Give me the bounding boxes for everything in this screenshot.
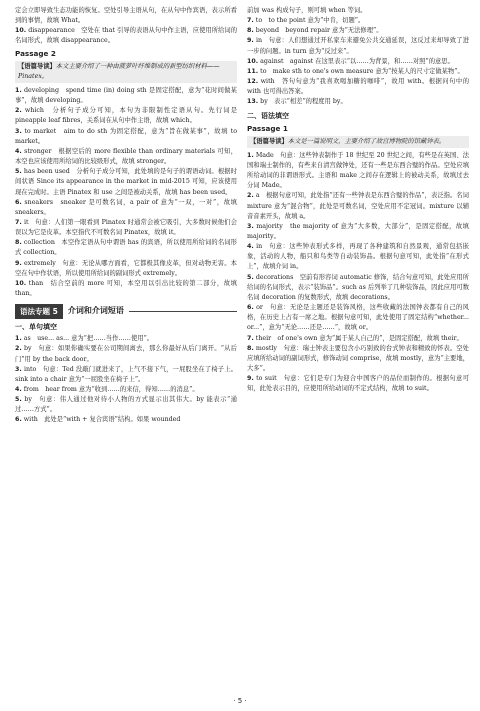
answer-item <box>247 97 469 107</box>
item-text: into 句意：Ted 没敲门就进来了，上气不接下气，一屁股坐在了椅子上。sink into a chair 意为“一屁股坐在椅子上”。 <box>15 365 237 383</box>
item-text: by 句意：伟人通过他对待小人物的方式显示出其伟大。by 能表示“通过……方式”。 <box>15 396 237 414</box>
item-number: 2. <box>247 192 254 200</box>
answer-list <box>15 334 237 425</box>
item-text: to market aim to do sth 为固定搭配，意为“旨在做某事”，故填 to market。 <box>15 127 237 145</box>
answer-item <box>247 374 469 394</box>
item-number: 10. <box>15 279 27 287</box>
answer-item <box>15 344 237 364</box>
item-text: majority the majority of 意为“大多数，大部分”，是固定搭配，故填 majority。 <box>247 222 469 240</box>
answer-item <box>247 26 469 36</box>
answer-item <box>15 218 237 238</box>
answer-item <box>15 167 237 197</box>
item-text: developing spend time (in) doing sth 是固定搭配，意为“花时间做某事”，故填 developing。 <box>15 86 237 105</box>
item-number: 3. <box>15 127 22 135</box>
item-number: 7. <box>247 17 254 25</box>
guide-text: 本文主要介绍了一种由菠萝叶纤维制成的新型纺织材料——Pinatex。 <box>18 62 220 80</box>
passage-title: Passage 2 <box>15 48 56 58</box>
page-number: · 5 · <box>233 697 247 705</box>
item-number: 5. <box>247 273 254 281</box>
item-number: 2. <box>15 345 22 353</box>
answer-item <box>247 16 469 26</box>
item-number: 4. <box>15 147 22 155</box>
answer-item <box>247 191 469 221</box>
item-number: 5. <box>15 168 22 176</box>
passage-title: Passage 1 <box>247 123 288 133</box>
item-text: collection 本空作定语从句中谓语 has 的宾语，所以使用所给词的名词形式 collection。 <box>15 239 237 257</box>
item-text: to to the point 意为“中肯，切题”。 <box>255 17 365 25</box>
item-number: 13. <box>247 98 259 106</box>
item-text: in 句意：人们想通过开私家车来避免公共交通延误，这反过来却导致了进一步的问题。in turn 意为“反过来”。 <box>247 37 469 55</box>
answer-item <box>15 238 237 258</box>
answer-item <box>15 259 237 279</box>
answer-item <box>15 365 237 385</box>
item-text: or 句意：无论是主题还是装饰风格，这些收藏的法国钟表都有自己的风格，在历史上占有一席之地。根据句意可知，此处使用了固定结构“whether... or...”，意为“无论……还是……”，故填 or。 <box>247 304 469 332</box>
item-number: 6. <box>247 304 254 312</box>
item-text: against against 在这里表示“以……为背景，和……对照”的意思。 <box>260 57 454 65</box>
item-number: 7. <box>247 334 254 342</box>
paragraph: 前加 was 构成句子，则可填 when 等词。 <box>247 7 367 14</box>
answer-item <box>247 57 469 67</box>
answer-item <box>247 67 469 77</box>
item-text: stronger 根据空后的 more flexible than ordinary materials 可知，本空也应该使用所给词的比较级形式，故填 stronger。 <box>15 147 237 166</box>
section-heading: 一、单句填空 <box>15 323 57 332</box>
item-number: 12. <box>247 78 259 86</box>
answer-list <box>247 16 469 107</box>
item-text: decorations 空前有形容词 automatic 修饰，结合句意可知，此处应用所给词的名词形式，表示“装饰品”。such as 后列举了几种装饰品，因此应用可数名词 decoration 的复数形式，故填 decorations。 <box>247 273 469 301</box>
answer-item <box>15 395 237 415</box>
item-text: sneakers sneaker 是可数名词，a pair of 意为“一双，一对”，故填 sneakers。 <box>15 198 237 216</box>
answer-item <box>15 147 237 167</box>
item-number: 10. <box>247 57 259 65</box>
item-text: mostly 句意：瑞士钟表主要包含小巧别致的台式钟表和精致的怀表。空处应填所给动词的副词形式，修饰动词 comprise，故填 mostly，意为“主要地，大多”。 <box>247 344 469 372</box>
item-text: disappearance 空处在 that 引导的表语从句中作主语，应使用所给词的名词形式，故填 disappearance。 <box>15 27 237 45</box>
answer-item <box>15 279 237 299</box>
item-text: to make sth to one's own measure 意为“按某人的尺寸定做某物”。 <box>260 67 464 75</box>
answer-item <box>15 127 237 147</box>
topic-rule <box>129 311 237 312</box>
item-text: by 句意：如果你确实要在公司期间离去，那么你最好从后门离开。“从后门”用 by the back door。 <box>15 345 237 363</box>
answer-item <box>15 106 237 126</box>
answer-list <box>15 86 237 299</box>
item-number: 11. <box>247 67 259 75</box>
item-number: 10. <box>15 27 27 35</box>
paragraph: 定会立即导致生态功能的恢复。空处引导主语从句，在从句中作宾语，表示所看到的事情，故填 What。 <box>15 7 237 25</box>
item-number: 9. <box>247 37 254 45</box>
item-number: 9. <box>247 375 254 383</box>
item-number: 3. <box>247 222 254 230</box>
answer-item <box>247 151 469 192</box>
left-column <box>15 6 237 426</box>
item-text: has been used 分析句子成分可知，此处填的是句子的谓语动词。根据时间状语 Since its appearance in the market in mid-2015 可知，应该使用现在完成时。主语 Pinatex 和 use 之间是被动关系，故填 has been used。 <box>15 168 237 196</box>
item-text: than 结合空前的 more 可知，本空用以引出比较的第二部分，故填 than。 <box>15 279 237 298</box>
item-number: 3. <box>15 365 22 373</box>
item-text: extremely 句意：无论从哪方面看，它都极其像皮革，但对动物无害。本空在句中作状语，所以使用所给词的副词形式 extremely。 <box>15 259 237 277</box>
item-text: from hear from 意为“收到……的来信，得知……的消息”。 <box>23 386 199 393</box>
item-number: 8. <box>247 344 254 352</box>
answer-item <box>247 77 469 97</box>
item-number: 6. <box>15 416 22 424</box>
answer-item <box>247 334 469 344</box>
item-text: their of one's own 意为“属于某人自己的”，是固定搭配，故填 their。 <box>255 334 463 342</box>
answer-item <box>247 242 469 272</box>
item-number: 6. <box>15 198 22 206</box>
item-text: Made 句意：这些钟表制作于 18 世纪至 20 世纪之间，有些是在英国、法国和瑞士制作的，有些来自清宫做钟处，还有一些是东西合璧的作品。空处应填所给动词的非谓语形式。主语和 make 之间存在逻辑上的被动关系，故填过去分词 Made。 <box>247 151 469 190</box>
answer-item <box>15 198 237 218</box>
answer-item <box>247 273 469 303</box>
item-text: by 表示“相差”的程度用 by。 <box>260 98 347 106</box>
item-number: 1. <box>15 335 22 343</box>
reading-guide <box>15 61 237 83</box>
item-text: in 句意：这些钟表形式多样，再现了各种建筑和自然景观，通常包括嵌象，活动的人物，船只和鸟类等自动装饰品。根据句意可知，此处指“在形式上”，故填介词 in。 <box>247 243 469 271</box>
item-number: 8. <box>15 239 22 247</box>
answer-item <box>247 303 469 333</box>
item-number: 9. <box>15 259 22 267</box>
reading-guide <box>247 136 469 148</box>
topic-header <box>15 303 237 319</box>
answer-item <box>247 344 469 374</box>
answer-item <box>15 26 237 46</box>
item-text: as use... as... 意为“把……当作……使用”。 <box>23 335 154 343</box>
answer-item <box>247 36 469 56</box>
answer-item <box>15 385 237 395</box>
item-number: 8. <box>247 27 254 35</box>
item-number: 2. <box>15 107 22 115</box>
item-text: with 答句句意为“我喜欢喝加糖的咖啡”，故用 with。根据问句中的 with 也可得出答案。 <box>247 78 469 96</box>
item-number: 7. <box>15 218 22 226</box>
right-column <box>247 6 469 394</box>
item-number: 4. <box>247 243 254 251</box>
item-number: 1. <box>15 86 22 94</box>
answer-item <box>247 222 469 242</box>
topic-title: 介词和介词短语 <box>67 306 124 316</box>
answer-item <box>15 334 237 344</box>
item-text: beyond beyond repair 意为“无法修理”。 <box>255 27 383 35</box>
guide-tag: 【语篇导读】 <box>250 137 288 145</box>
answer-item <box>15 86 237 106</box>
item-number: 5. <box>15 396 22 404</box>
item-text: with 此处是“with + 复合宾语”结构。如果 wounded <box>23 416 181 424</box>
topic-badge: 语法专题 5 <box>15 304 63 319</box>
item-text: a 根据句意可知，此处指“还有一些钟表是东西合璧的作品”，表泛指。名词 mixture 意为“混合物”，此处是可数名词，空处应用不定冠词。mixture 以辅音音素开头，故填 a。 <box>247 192 469 220</box>
guide-text: 本文是一篇说明文，主要介绍了故宫博物院的馆藏钟表。 <box>287 137 446 145</box>
section-heading: 二、语法填空 <box>247 111 289 120</box>
item-text: to suit 句意：它们是专门为迎合中国客户的品位而制作的。根据句意可知，此处表示目的，应使用所给动词的不定式结构，故填 to suit。 <box>247 375 469 393</box>
answer-list <box>247 151 469 395</box>
item-number: 4. <box>15 386 22 393</box>
guide-tag: 【语篇导读】 <box>18 62 56 70</box>
item-number: 1. <box>247 151 254 159</box>
item-text: it 句意：人们第一眼看到 Pinatex 时通常会被它吸引，大多数时候他们会误以为它是皮革。本空指代不可数名词 Pinatex，故填 it。 <box>15 218 237 237</box>
item-text: which 分析句子成分可知，本句为非限制性定语从句。先行词是 pineapple leaf fibres，关系词在从句中作主语，故填 which。 <box>15 107 237 125</box>
answer-item <box>15 415 237 425</box>
